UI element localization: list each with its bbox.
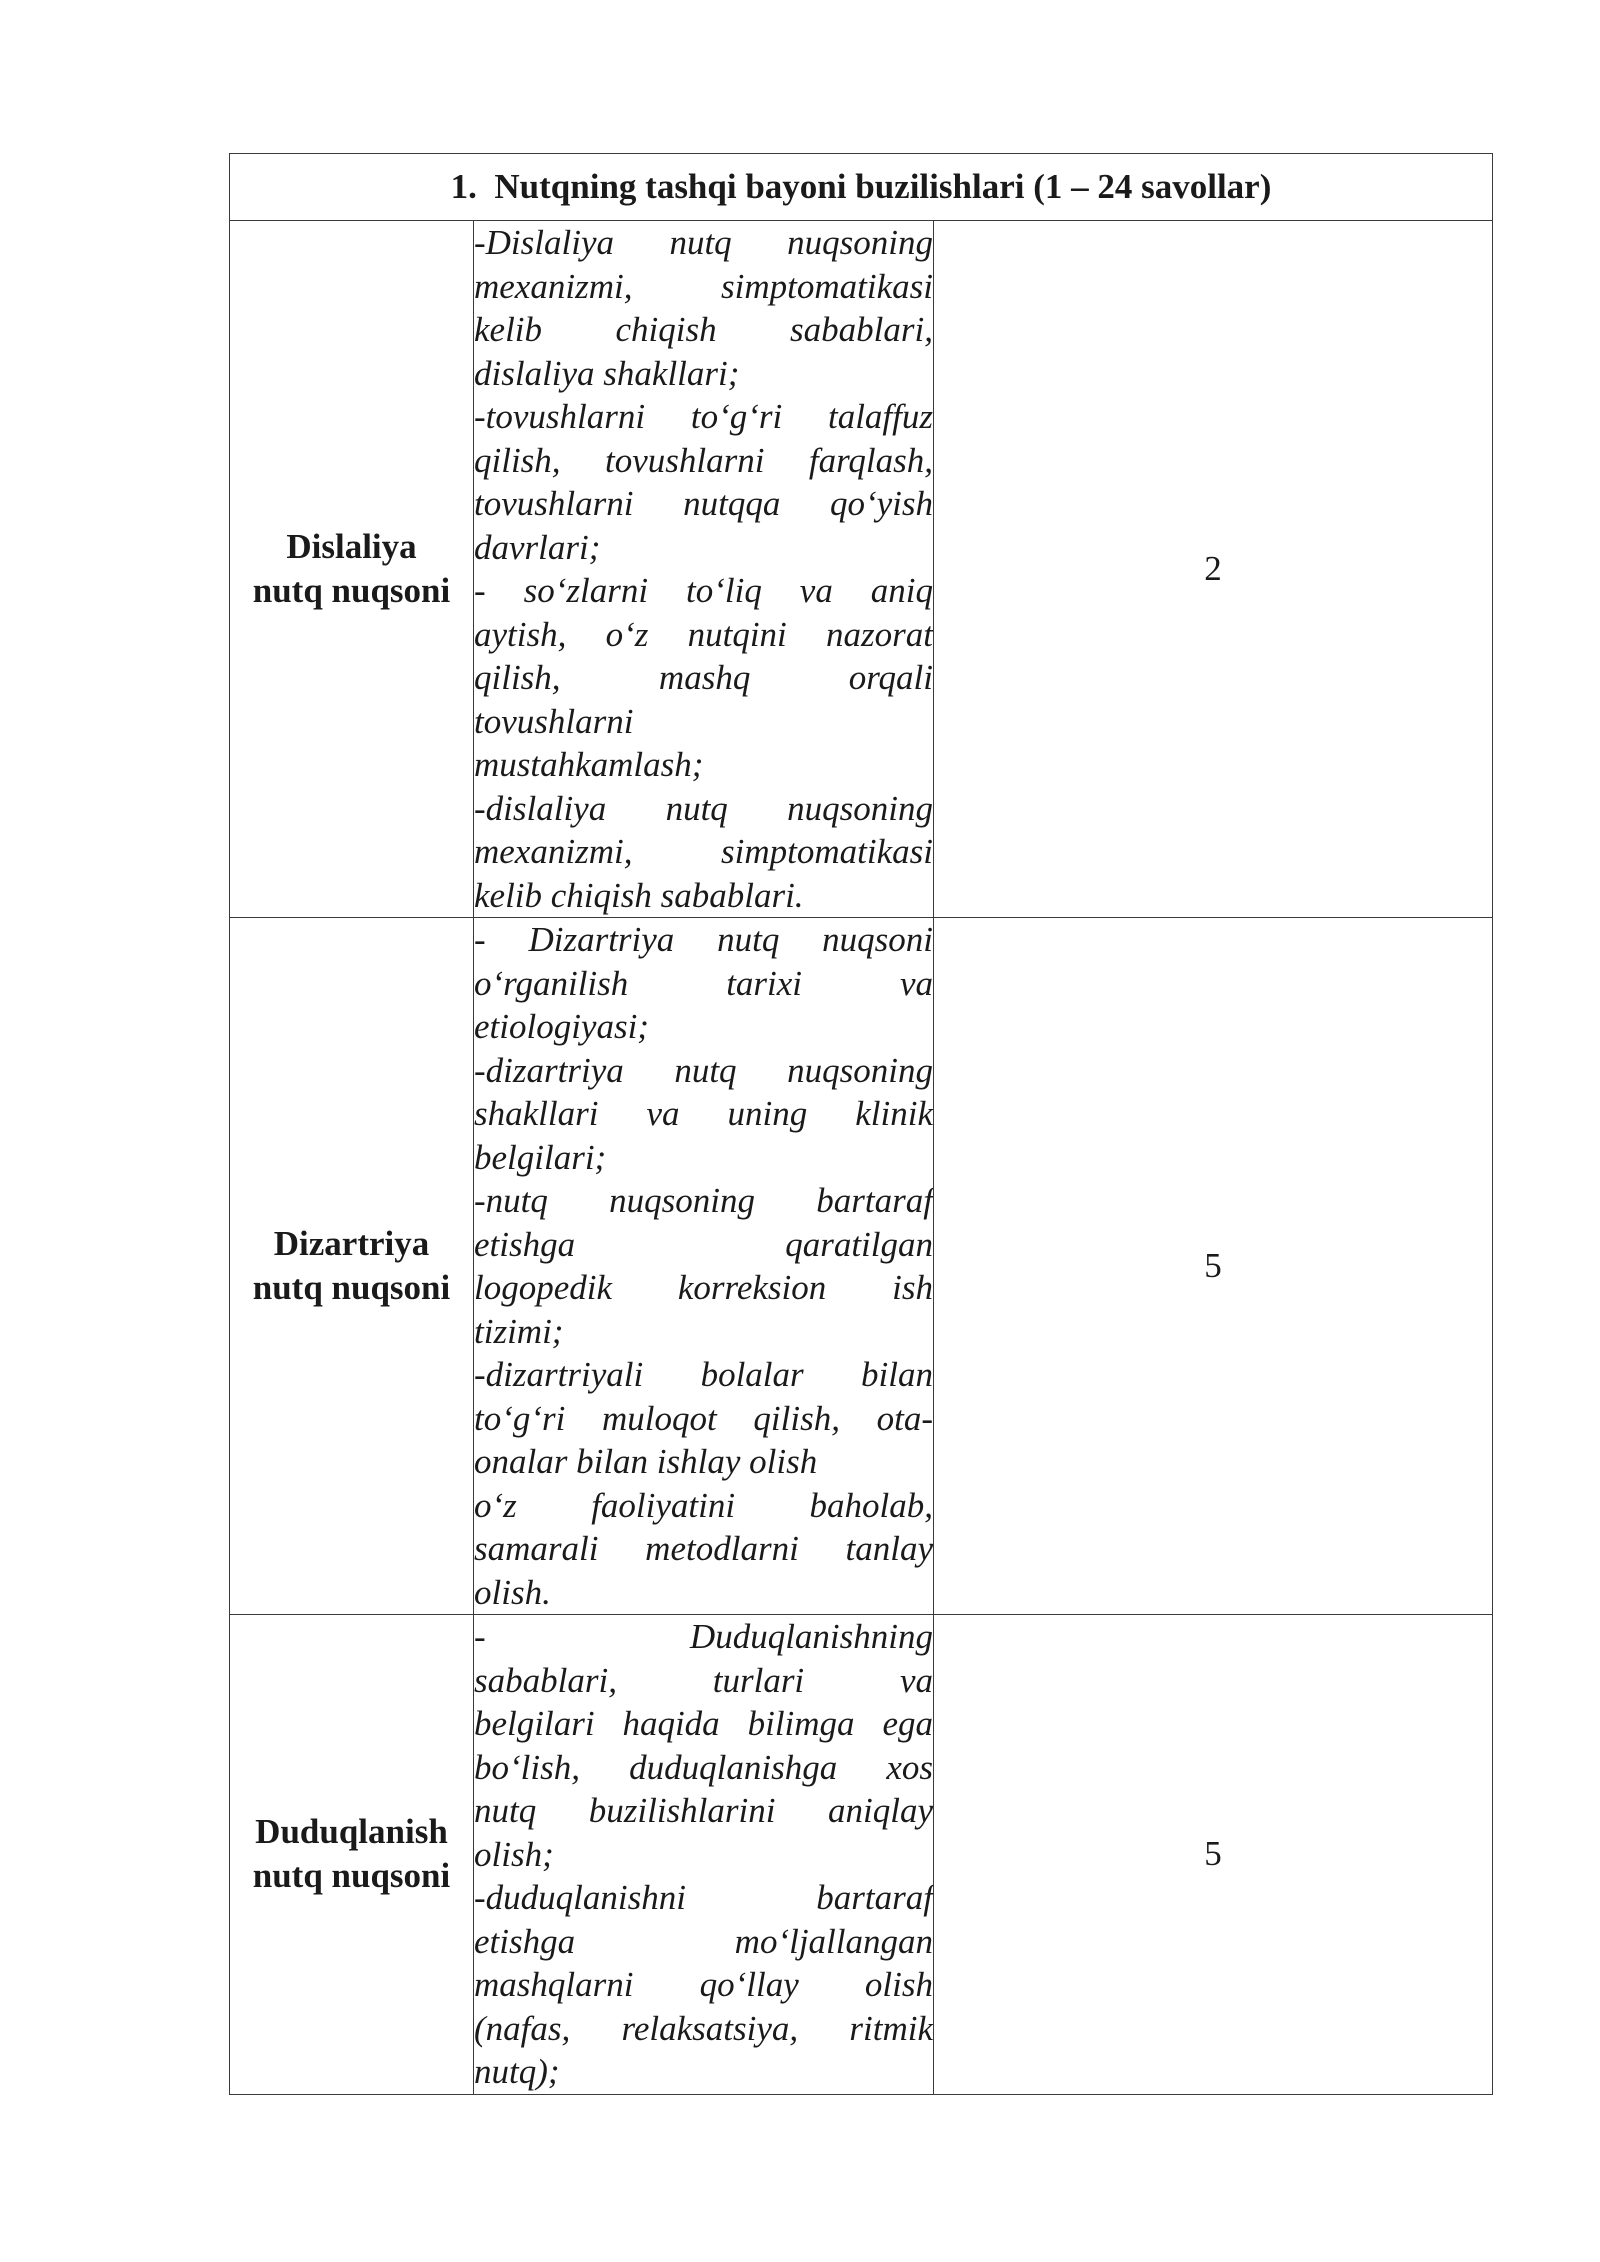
description-line: bo‘lish, duduqlanishga xos <box>474 1747 933 1787</box>
description-line: to‘g‘ri muloqot qilish, ota- <box>474 1398 933 1438</box>
description-line: dislaliya shakllari; <box>474 353 740 393</box>
description-line: kelib chiqish sabablari. <box>474 875 804 915</box>
section-number: 1. <box>450 167 477 206</box>
topics-table <box>229 153 1493 2095</box>
description-line: - so‘zlarni to‘liq va aniq <box>474 571 933 610</box>
description-line: qilish, mashq orqali <box>474 658 933 697</box>
topic-name: Dizartriya <box>273 1224 430 1263</box>
topic-subtitle: nutq nuqsoni <box>252 571 451 610</box>
description-line: -Dislaliya nutq nuqsoning <box>474 223 933 262</box>
description-line: belgilari haqida bilimga ega <box>474 1704 933 1743</box>
topic-name: Duduqlanish <box>255 1812 448 1852</box>
topic-name: Dislaliya <box>286 527 417 566</box>
description-cell <box>474 1615 934 2095</box>
topic-subtitle: nutq nuqsoni <box>252 1856 451 1896</box>
description-line: o‘rganilish tarixi va <box>474 963 933 1003</box>
description-line: belgilari; <box>474 1137 607 1177</box>
table-header-row <box>230 154 1493 221</box>
description-line: mustahkamlash; <box>474 745 704 784</box>
description-line: -dizartriya nutq nuqsoning <box>474 1050 933 1090</box>
description-line: -nutq nuqsoning bartaraf <box>474 1181 933 1220</box>
section-title: Nutqning tashqi bayoni buzilishlari (1 – 24 savollar) <box>494 167 1272 206</box>
description-line: sabablari, turlari va <box>474 1660 933 1700</box>
description-line: -dizartriyali bolalar bilan <box>474 1355 933 1394</box>
description-line: -duduqlanishni bartaraf <box>474 1878 933 1917</box>
description-line: etishga qaratilgan <box>474 1224 933 1264</box>
section-heading <box>230 154 1493 221</box>
description-line: o‘z faoliyatini baholab, <box>474 1485 933 1525</box>
description-cell <box>474 221 934 918</box>
description-line: tovushlarni nutqqa qo‘yish <box>474 484 933 523</box>
description-line: -tovushlarni to‘g‘ri talaffuz <box>474 397 933 436</box>
topic-subtitle: nutq nuqsoni <box>252 1268 451 1307</box>
description-line: nutq); <box>474 2052 560 2091</box>
description-line: tovushlarni <box>474 701 634 741</box>
count-cell: 5 <box>934 918 1493 1615</box>
description-line: shakllari va uning klinik <box>474 1094 933 1133</box>
description-line: qilish, tovushlarni farqlash, <box>474 440 933 480</box>
description-line: mexanizmi, simptomatikasi <box>474 832 933 871</box>
description-line: onalar bilan ishlay olish <box>474 1442 818 1481</box>
description-line: aytish, o‘z nutqini nazorat <box>474 614 933 654</box>
description-line: samarali metodlarni tanlay <box>474 1529 933 1568</box>
description-line: kelib chiqish sabablari, <box>474 310 933 349</box>
description-line: olish; <box>474 1834 554 1874</box>
description-line: (nafas, relaksatsiya, ritmik <box>474 2008 933 2048</box>
description-line: mashqlarni qo‘llay olish <box>474 1965 933 2004</box>
description-line: - Duduqlanishning <box>474 1617 933 1656</box>
topic-cell <box>230 1615 474 2095</box>
description-line: logopedik korreksion ish <box>474 1268 933 1307</box>
description-line: etiologiyasi; <box>474 1007 649 1046</box>
topic-cell <box>230 221 474 918</box>
table-row <box>230 918 1493 1615</box>
topic-cell <box>230 918 474 1615</box>
description-line: - Dizartriya nutq nuqsoni <box>474 920 933 959</box>
table-row <box>230 221 1493 918</box>
description-line: etishga mo‘ljallangan <box>474 1921 933 1961</box>
description-line: davrlari; <box>474 527 601 567</box>
description-line: -dislaliya nutq nuqsoning <box>474 788 933 828</box>
description-cell <box>474 918 934 1615</box>
table-row <box>230 1615 1493 2095</box>
description-line: nutq buzilishlarini aniqlay <box>474 1791 933 1830</box>
count-cell: 5 <box>934 1615 1493 2095</box>
description-line: olish. <box>474 1572 551 1612</box>
description-line: mexanizmi, simptomatikasi <box>474 266 933 306</box>
count-cell: 2 <box>934 221 1493 918</box>
description-line: tizimi; <box>474 1311 564 1351</box>
